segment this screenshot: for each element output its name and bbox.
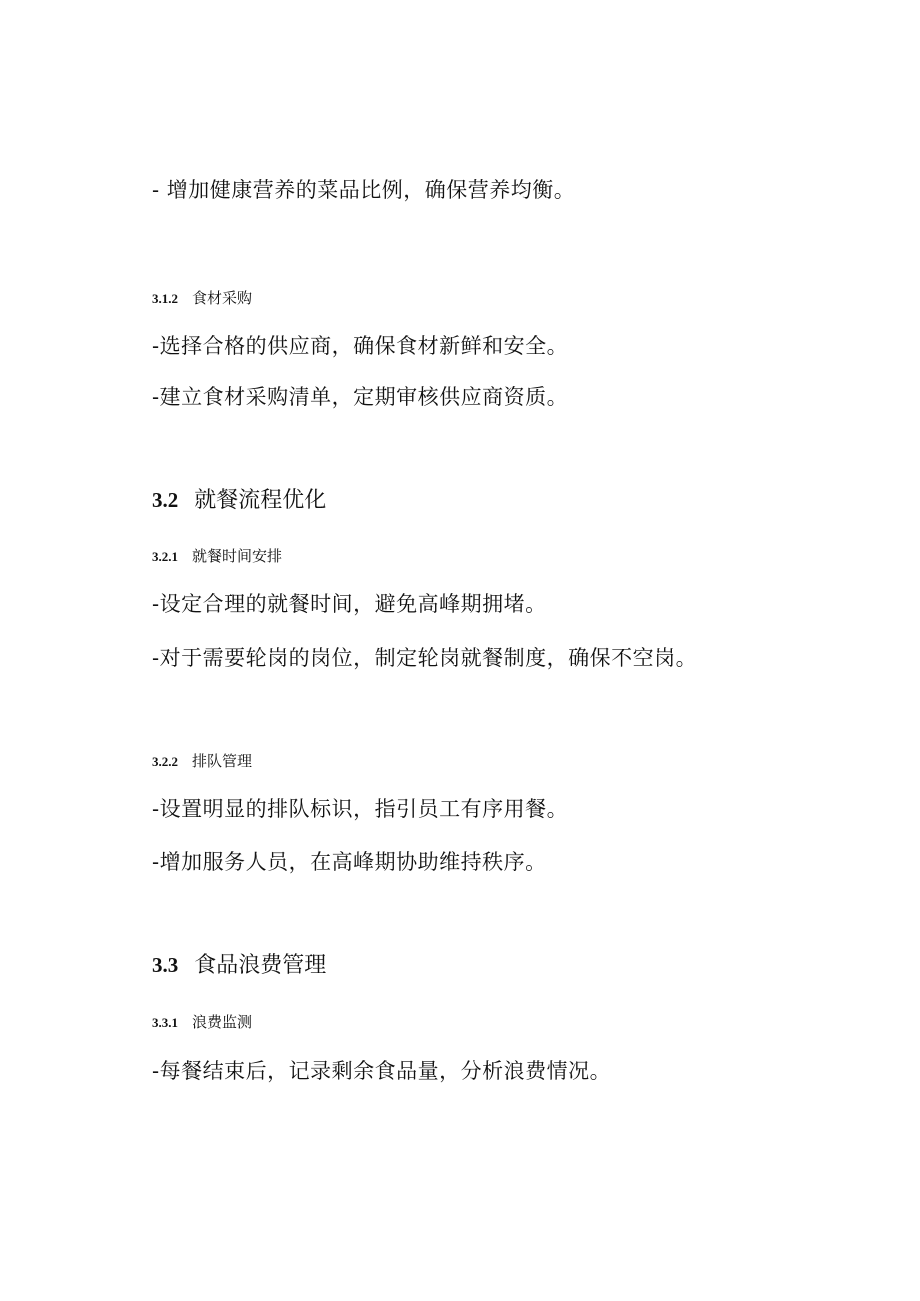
section-title: 就餐流程优化 — [194, 488, 327, 513]
section-title: 食品浪费管理 — [194, 953, 327, 978]
subsection-number: 3.2.1 — [152, 549, 178, 564]
section-number: 3.3 — [152, 953, 179, 977]
subsection-heading — [152, 288, 252, 309]
bullet-line: -对于需要轮岗的岗位，制定轮岗就餐制度，确保不空岗。 — [152, 646, 698, 670]
section-heading — [152, 951, 326, 980]
subsection-number: 3.2.2 — [152, 754, 178, 769]
subsection-number: 3.1.2 — [152, 291, 178, 306]
bullet-line: -设置明显的排队标识，指引员工有序用餐。 — [152, 797, 569, 821]
subsection-title: 浪费监测 — [192, 1013, 253, 1031]
subsection-title: 食材采购 — [192, 289, 253, 307]
section-heading — [152, 486, 326, 515]
subsection-heading — [152, 751, 252, 772]
subsection-title: 就餐时间安排 — [192, 547, 283, 565]
section-number: 3.2 — [152, 488, 179, 512]
subsection-number: 3.3.1 — [152, 1015, 178, 1030]
subsection-heading — [152, 546, 282, 567]
bullet-line: - 增加健康营养的菜品比例，确保营养均衡。 — [152, 178, 576, 202]
subsection-title: 排队管理 — [192, 752, 253, 770]
subsection-heading — [152, 1012, 252, 1033]
bullet-line: -每餐结束后，记录剩余食品量，分析浪费情况。 — [152, 1059, 612, 1083]
bullet-line: -增加服务人员，在高峰期协助维持秩序。 — [152, 850, 547, 874]
bullet-line: -选择合格的供应商，确保食材新鲜和安全。 — [152, 334, 569, 358]
bullet-line: -建立食材采购清单，定期审核供应商资质。 — [152, 385, 569, 409]
bullet-line: -设定合理的就餐时间，避免高峰期拥堵。 — [152, 592, 547, 616]
